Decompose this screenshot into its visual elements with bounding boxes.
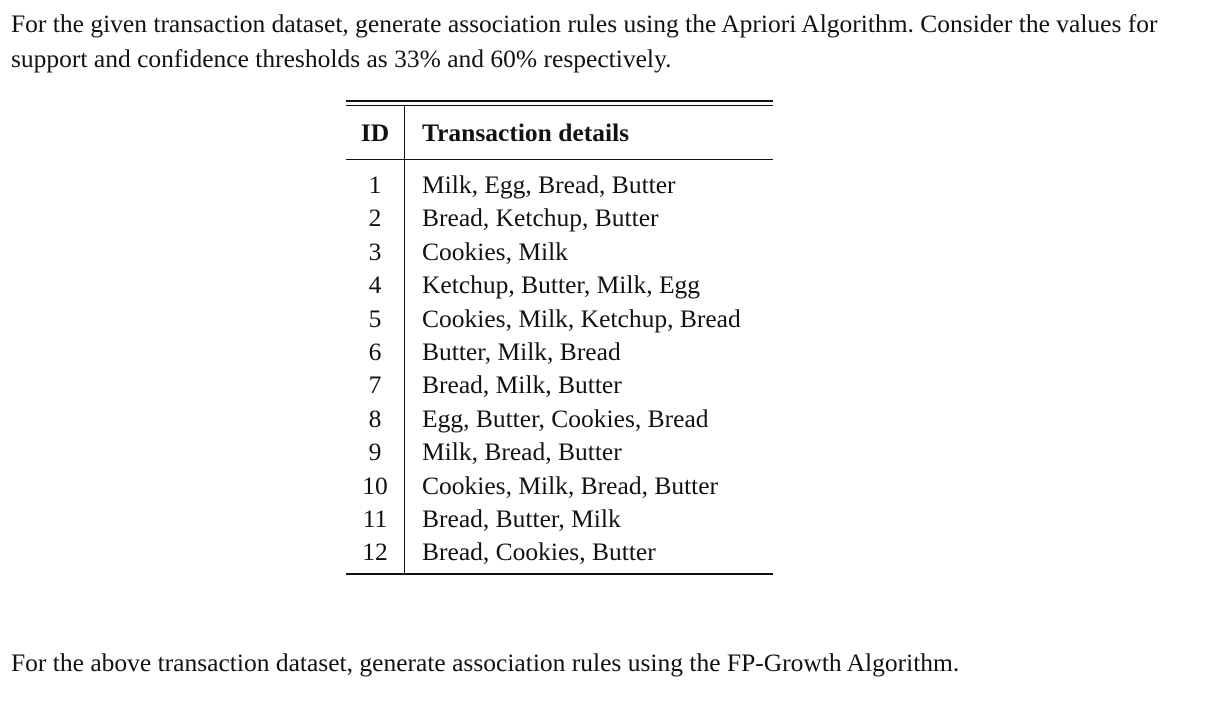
- cell-id: 5: [346, 302, 405, 335]
- cell-id: 2: [346, 201, 405, 234]
- table-row: [346, 268, 773, 301]
- cell-transaction-details: Cookies, Milk, Bread, Butter: [422, 470, 719, 500]
- cell-id: 6: [346, 335, 405, 368]
- table-row: [346, 302, 773, 335]
- cell-id: 11: [346, 502, 405, 535]
- table-row: [346, 235, 773, 268]
- cell-transaction-details: Butter, Milk, Bread: [422, 337, 621, 367]
- cell-transaction-details: Milk, Bread, Butter: [422, 437, 622, 467]
- cell-id: 12: [346, 535, 405, 572]
- question-fp-growth: For the above transaction dataset, generate association rules using the FP-Growth Algorithm.: [11, 648, 960, 677]
- transaction-data-table: [346, 106, 773, 573]
- cell-transaction-details: Cookies, Milk, Ketchup, Bread: [422, 303, 741, 333]
- table-row: [346, 160, 773, 202]
- cell-id: 8: [346, 402, 405, 435]
- cell-transaction-details: Ketchup, Butter, Milk, Egg: [422, 270, 701, 300]
- transaction-table: [346, 100, 773, 575]
- cell-transaction-details: Milk, Egg, Bread, Butter: [422, 170, 676, 199]
- cell-transaction-details: Egg, Butter, Cookies, Bread: [422, 403, 709, 433]
- cell-id: 9: [346, 435, 405, 468]
- cell-transaction-details: Bread, Cookies, Butter: [422, 537, 656, 567]
- table-row: [346, 201, 773, 234]
- cell-id: 3: [346, 235, 405, 268]
- cell-transaction-details: Bread, Butter, Milk: [422, 504, 621, 534]
- question-apriori: For the given transaction dataset, generate association rules using the Apriori Algorithm. Consider the values for support and confidence thresholds as 33% and 60% respectively.: [11, 9, 1158, 73]
- cell-transaction-details: Bread, Milk, Butter: [422, 370, 622, 400]
- header-transaction-details: Transaction details: [405, 106, 774, 160]
- cell-id: 10: [346, 469, 405, 502]
- table-header-row: [346, 106, 773, 160]
- table-row: [346, 535, 773, 572]
- cell-transaction-details: Bread, Ketchup, Butter: [422, 203, 659, 233]
- table-top-rule: [346, 100, 773, 102]
- table-row: [346, 335, 773, 368]
- table-row: [346, 469, 773, 502]
- table-row: [346, 368, 773, 401]
- cell-id: 1: [346, 160, 405, 202]
- table-row: [346, 502, 773, 535]
- table-bottom-rule: [346, 573, 773, 575]
- cell-transaction-details: Cookies, Milk: [422, 236, 568, 266]
- table-row: [346, 402, 773, 435]
- table-row: [346, 435, 773, 468]
- cell-id: 7: [346, 368, 405, 401]
- cell-id: 4: [346, 268, 405, 301]
- header-id: ID: [346, 106, 405, 160]
- table-body: [346, 160, 773, 573]
